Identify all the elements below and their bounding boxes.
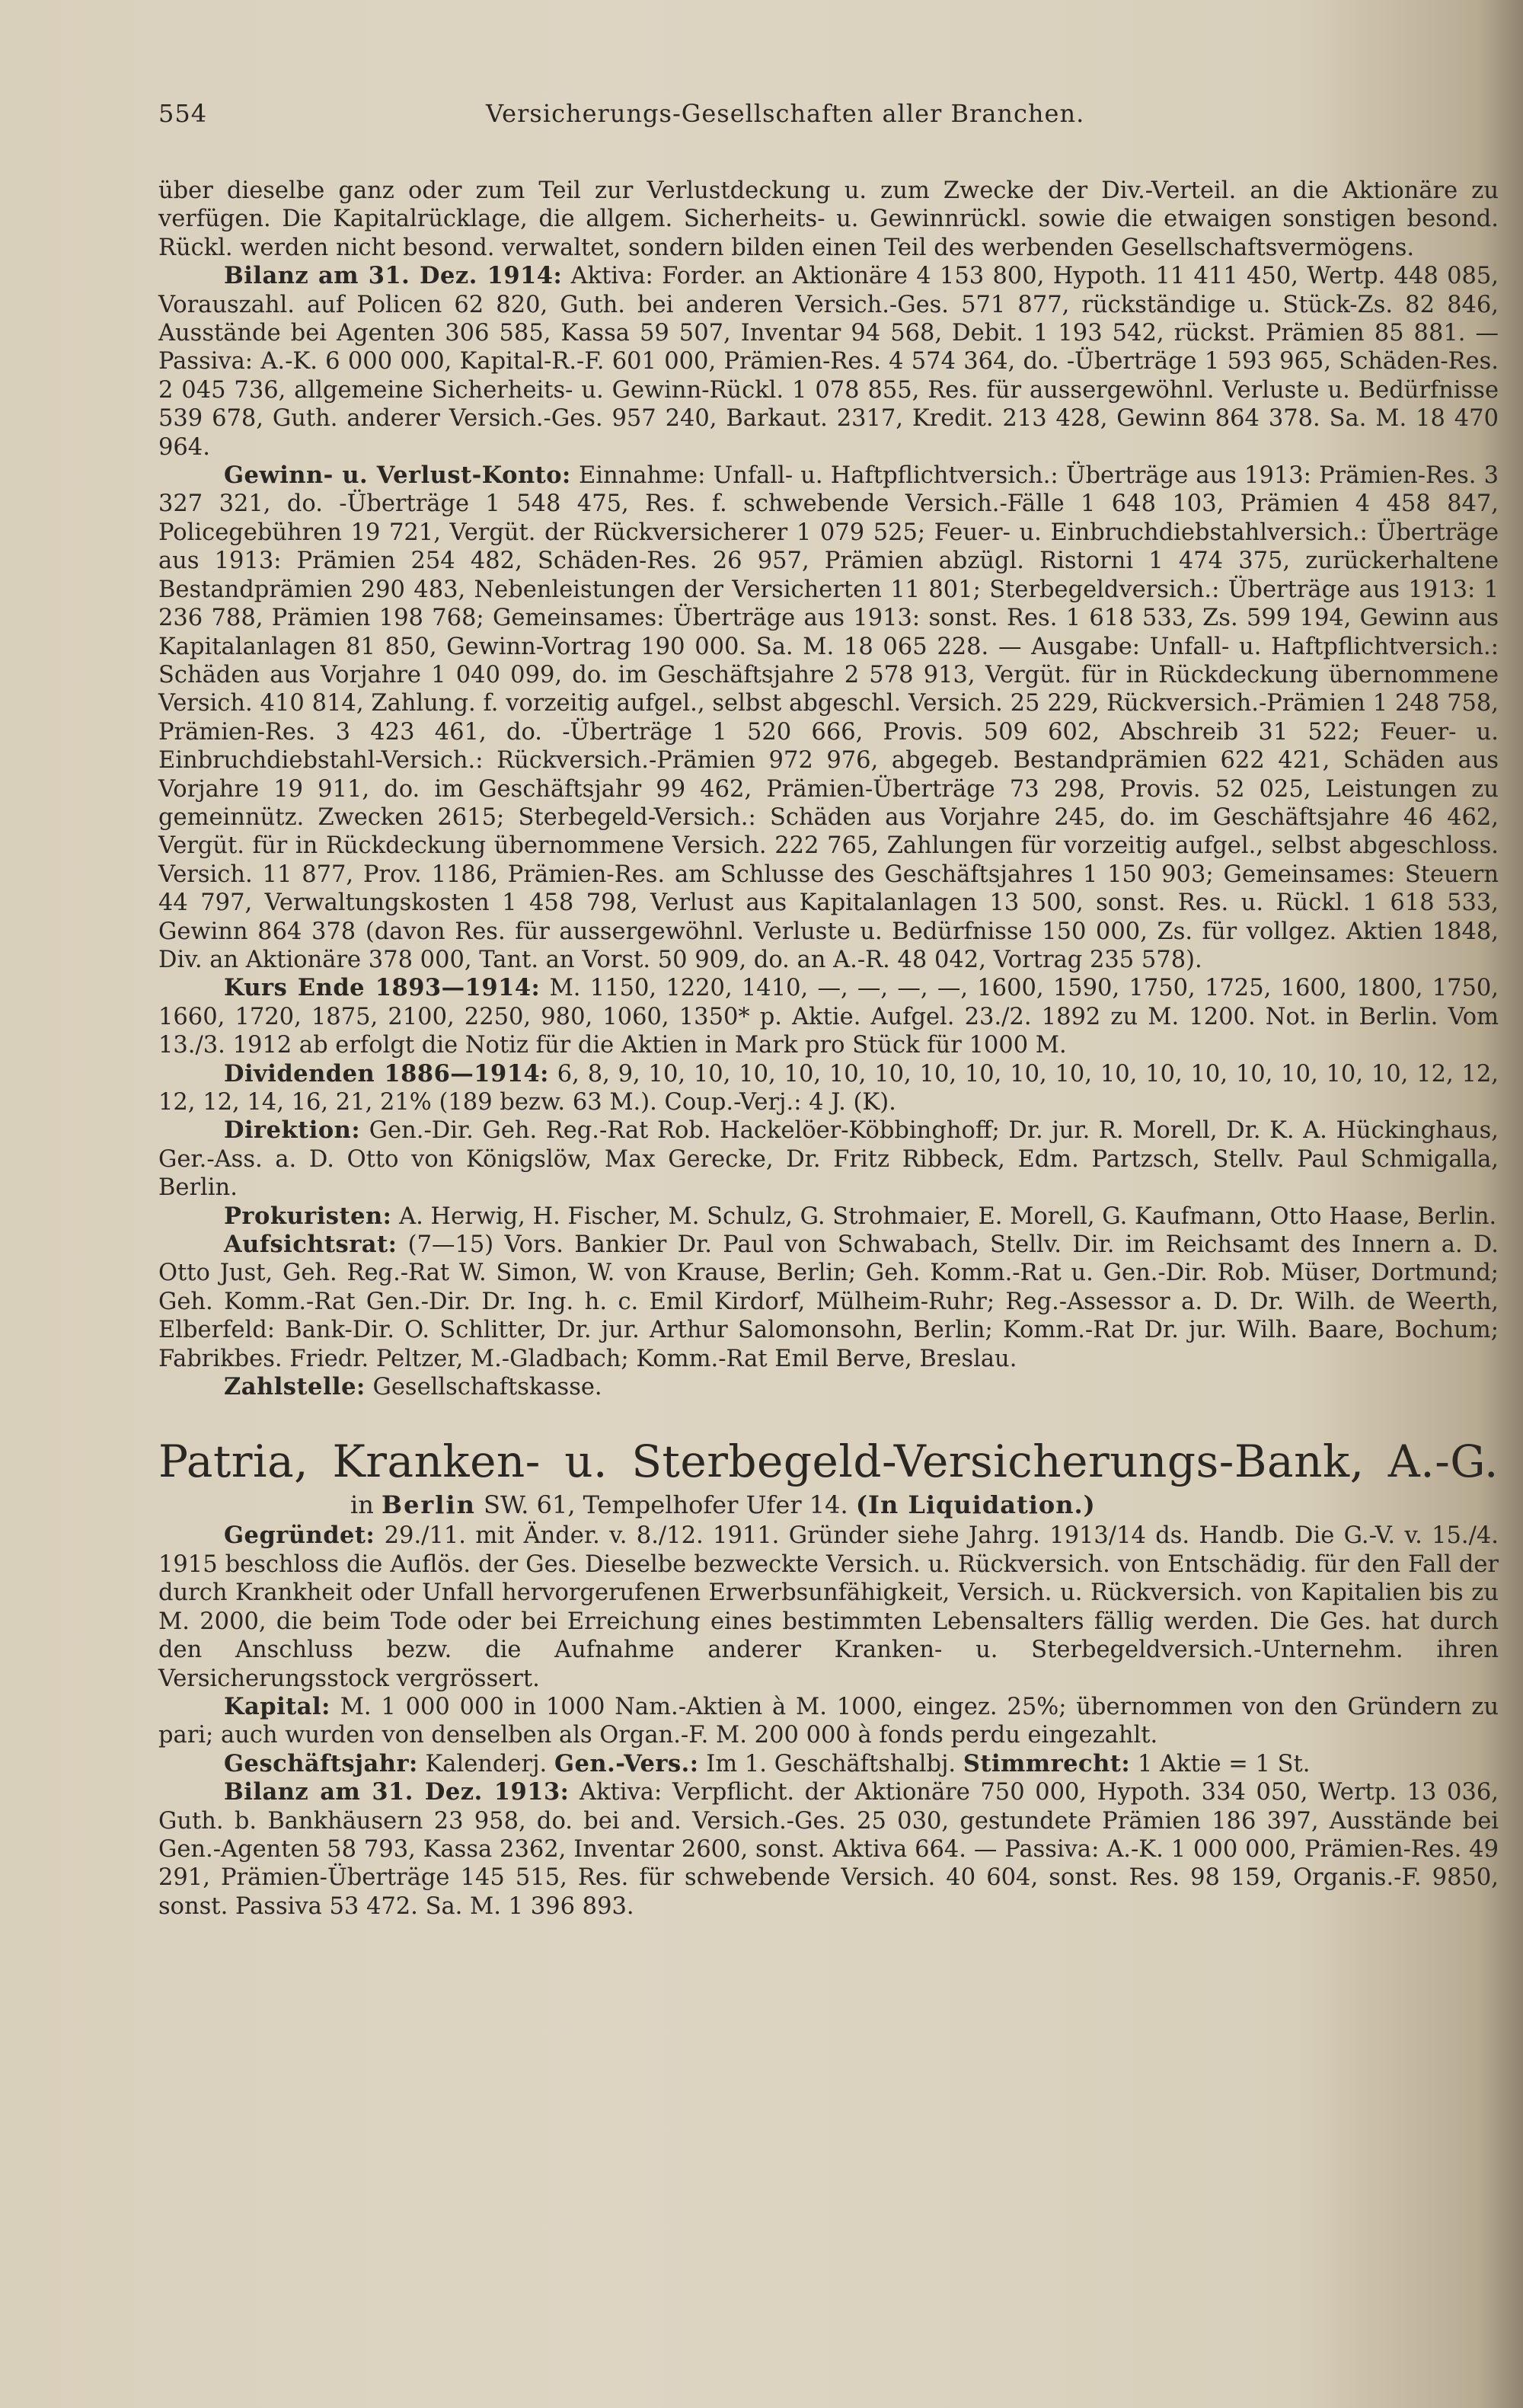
stimmrecht-text: 1 Aktie = 1 St. [1137, 1750, 1311, 1777]
geschaeftsjahr-text: Kalenderj. [425, 1750, 548, 1777]
bilanz-1913-paragraph [158, 1778, 1499, 1921]
aufsichtsrat-text: (7—15) Vors. Bankier Dr. Paul von Schwabach, Stellv. Dir. im Reichsamt des Innern a. D. Otto Just, Geh. Reg.-Rat W. Simon, W. von Krause, Berlin; Geh. Komm.-Rat u. Gen.-Dir. Rob. Müser, Dortmund; Geh. Komm.-Rat Gen.-Dir. Dr. Ing. h. c. Emil Kirdorf, Mülheim-Ruhr; Reg.-Assessor a. D. Dr. Wilh. de Weerth, Elberfeld: Bank-Dir. O. Schlitter, Dr. jur. Arthur Salomonsohn, Berlin; Komm.-Rat Dr. jur. Wilh. Baare, Bochum; Fabrikbes. Friedr. Peltzer, M.-Gladbach; Komm.-Rat Emil Berve, Breslau. [158, 1231, 1499, 1372]
subtitle-status: (In Liquidation.) [855, 1490, 1096, 1520]
guv-text: Einnahme: Unfall- u. Haftpflichtversich.: Überträge aus 1913: Prämien-Res. 3 327 321, do. -Überträge 1 548 475, Res. f. schwebende Versich.-Fälle 1 648 103, Prämien 4 458 847, Policegebühren 19 721, Vergüt. der Rückversicherer 1 079 525; Feuer- u. Einbruchdiebstahlversich.: Überträge aus 1913: Prämien 254 482, Schäden-Res. 26 957, Prämien abzügl. Ristorni 1 474 375, zurückerhaltene Bestandprämien 290 483, Nebenleistungen der Versicherten 11 801; Sterbegeldversich.: Überträge aus 1913: 1 236 788, Prämien 198 768; Gemeinsames: Überträge aus 1913: sonst. Res. 1 618 533, Zs. 599 194, Gewinn aus Kapitalanlagen 81 850, Gewinn-Vortrag 190 000. Sa. M. 18 065 228. — Ausgabe: Unfall- u. Haftpflichtversich.: Schäden aus Vorjahre 1 040 099, do. im Geschäftsjahre 2 578 913, Vergüt. für in Rückdeckung übernommene Versich. 410 814, Zahlung. f. vorzeitig aufgel., selbst abgeschl. Versich. 25 229, Rückversich.-Prämien 1 248 758, Prämien-Res. 3 423 461, do. -Überträge 1 520 666, Provis. 509 602, Abschreib 31 522; Feuer- u. Einbruchdiebstahl-Versich.: Rückversich.-Prämien 972 976, abgegeb. Bestandprämien 622 421, Schäden aus Vorjahre 19 911, do. im Geschäftsjahr 99 462, Prämien-Überträge 73 298, Provis. 52 025, Leistungen zu gemeinnütz. Zwecken 2615; Sterbegeld-Versich.: Schäden aus Vorjahre 245, do. im Geschäftsjahre 46 462, Vergüt. für in Rückdeckung übernommene Versich. 222 765, Zahlungen für vorzeitig aufgel., selbst abgeschloss. Versich. 11 877, Prov. 1186, Prämien-Res. am Schlusse des Geschäftsjahres 1 150 903; Gemeinsames: Steuern 44 797, Verwaltungskosten 1 458 798, Verlust aus Kapitalanlagen 13 500, sonst. Res. u. Rückl. 1 618 533, Gewinn 864 378 (davon Res. für aussergewöhnl. Verluste u. Bedürfnisse 150 000, Zs. für vollgez. Aktien 1848, Div. an Aktionäre 378 000, Tant. an Vorst. 50 909, do. an A.-R. 48 042, Vortrag 235 578). [158, 462, 1499, 973]
aufsichtsrat-paragraph [158, 1231, 1499, 1373]
dividenden-paragraph [158, 1060, 1499, 1117]
prokuristen-label: Prokuristen: [224, 1202, 392, 1230]
continued-paragraph: über dieselbe ganz oder zum Teil zur Verlustdeckung u. zum Zwecke der Div.-Verteil. an die Aktionäre zu verfügen. Die Kapitalrücklage, die allgem. Sicherheits- u. Gewinnrückl. sowie die etwaigen sonstigen besond. Rückl. werden nicht besond. verwaltet, sondern bilden einen Teil des werbenden Gesellschaftsvermögens. [158, 177, 1499, 261]
prokuristen-text: A. Herwig, H. Fischer, M. Schulz, G. Strohmaier, E. Morell, G. Kaufmann, Otto Haase, Berlin. [399, 1202, 1497, 1230]
kapital-label: Kapital: [224, 1692, 330, 1720]
direktion-text: Gen.-Dir. Geh. Reg.-Rat Rob. Hackelöer-Köbbinghoff; Dr. jur. R. Morell, Dr. K. A. Hückinghaus, Ger.-Ass. a. D. Otto von Königslöw, Max Gerecke, Dr. Fritz Ribbeck, Edm. Partzsch, Stellv. Paul Schmigalla, Berlin. [158, 1117, 1499, 1202]
subtitle-city: Berlin [382, 1490, 476, 1520]
text-column [158, 177, 1499, 1921]
geschaeftsjahr-paragraph [158, 1750, 1499, 1778]
aufsichtsrat-label: Aufsichtsrat: [224, 1231, 398, 1259]
bilanz-text: Aktiva: Forder. an Aktionäre 4 153 800, Hypoth. 11 411 450, Wertp. 448 085, Vorauszahl. auf Policen 62 820, Guth. bei anderen Versich.-Ges. 571 877, rückständige u. Stück-Zs. 82 846, Ausstände bei Agenten 306 585, Kassa 59 507, Inventar 94 568, Debit. 1 193 542, rückst. Prämien 85 881. — Passiva: A.-K. 6 000 000, Kapital-R.-F. 601 000, Prämien-Res. 4 574 364, do. -Überträge 1 593 965, Schäden-Res. 2 045 736, allgemeine Sicherheits- u. Gewinn-Rückl. 1 078 855, Res. für aussergewöhnl. Verluste u. Bedürfnisse 539 678, Guth. anderer Versich.-Ges. 957 240, Barkaut. 2317, Kredit. 213 428, Gewinn 864 378. Sa. M. 18 470 964. [158, 263, 1499, 461]
dividenden-label: Dividenden 1886—1914: [224, 1059, 549, 1087]
stimmrecht-label: Stimmrecht: [963, 1749, 1131, 1777]
kapital-text: M. 1 000 000 in 1000 Nam.-Aktien à M. 1000, eingez. 25%; übernommen von den Gründern zu pari; auch wurden von denselben als Organ.-F. M. 200 000 à fonds perdu eingezahlt. [158, 1693, 1499, 1749]
genvers-text: Im 1. Geschäftshalbj. [706, 1750, 956, 1777]
subtitle-address: SW. 61, Tempelhofer Ufer 14. [484, 1490, 848, 1520]
zahlstelle-paragraph [158, 1373, 1499, 1401]
guv-label: Gewinn- u. Verlust-Konto: [224, 461, 571, 490]
kurs-text: M. 1150, 1220, 1410, —, —, —, —, 1600, 1590, 1750, 1725, 1600, 1800, 1750, 1660, 1720, 1875, 2100, 2250, 980, 1060, 1350* p. Aktie. Aufgel. 23./2. 1892 zu M. 1200. Not. in Berlin. Vom 13./3. 1912 ab erfolgt die Notiz für die Aktien in Mark pro Stück für 1000 M. [158, 975, 1499, 1059]
running-title: Versicherungs-Gesellschaften aller Branchen. [486, 99, 1085, 128]
kapital-paragraph [158, 1693, 1499, 1750]
genvers-label: Gen.-Vers.: [554, 1749, 699, 1777]
direktion-paragraph [158, 1116, 1499, 1202]
bilanz-1913-label: Bilanz am 31. Dez. 1913: [224, 1778, 570, 1806]
guv-paragraph [158, 461, 1499, 974]
dividenden-text: 6, 8, 9, 10, 10, 10, 10, 10, 10, 10, 10, 10, 10, 10, 10, 10, 10, 10, 10, 10, 12, 12, 12, 12, 14, 16, 21, 21% (189 bezw. 63 M.). Coup.-Verj.: 4 J. (K). [158, 1060, 1499, 1116]
prokuristen-paragraph [158, 1202, 1499, 1231]
section-gap [158, 1401, 1499, 1435]
company-title: Patria, Kranken- u. Sterbegeld-Versicherungs-Bank, A.-G. [158, 1436, 1499, 1488]
zahlstelle-text: Gesellschaftskasse. [372, 1374, 602, 1401]
kurs-label: Kurs Ende 1893—1914: [224, 974, 541, 1002]
direktion-label: Direktion: [224, 1116, 361, 1145]
company-subtitle [158, 1488, 1499, 1522]
gegruendet-label: Gegründet: [224, 1522, 375, 1550]
subtitle-in: in [350, 1490, 374, 1520]
page-number: 554 [158, 99, 208, 128]
kurs-paragraph [158, 974, 1499, 1059]
bilanz-label: Bilanz am 31. Dez. 1914: [224, 262, 563, 290]
gegruendet-text: 29./11. mit Änder. v. 8./12. 1911. Gründer siehe Jahrg. 1913/14 ds. Handb. Die G.-V. v. 15./4. 1915 beschloss die Auflös. der Ges. Dieselbe bezweckte Versich. u. Rückversich. von Entschädig. für den Fall der durch Krankheit oder Unfall hervorgerufenen Erwerbsunfähigkeit, Versich. u. Rückversich. von Kapitalien bis zu M. 2000, die beim Tode oder bei Erreichung eines bestimmten Lebensalters fällig werden. Die Ges. hat durch den Anschluss bezw. die Aufnahme anderer Kranken- u. Sterbegeldversich.-Unternehm. ihren Versicherungsstock vergrössert. [158, 1522, 1499, 1692]
geschaeftsjahr-label: Geschäftsjahr: [224, 1749, 418, 1777]
bilanz-1913-text: Aktiva: Verpflicht. der Aktionäre 750 000, Hypoth. 334 050, Wertp. 13 036, Guth. b. Bankhäusern 23 958, do. bei and. Versich.-Ges. 25 030, gestundete Prämien 186 397, Ausstände bei Gen.-Agenten 58 793, Kassa 2362, Inventar 2600, sonst. Aktiva 664. — Passiva: A.-K. 1 000 000, Prämien-Res. 49 291, Prämien-Überträge 145 515, Res. für schwebende Versich. 40 604, sonst. Res. 98 159, Organis.-F. 9850, sonst. Passiva 53 472. Sa. M. 1 396 893. [158, 1779, 1499, 1920]
zahlstelle-label: Zahlstelle: [224, 1373, 366, 1401]
bilanz-1914-paragraph [158, 262, 1499, 461]
gegruendet-paragraph [158, 1522, 1499, 1692]
